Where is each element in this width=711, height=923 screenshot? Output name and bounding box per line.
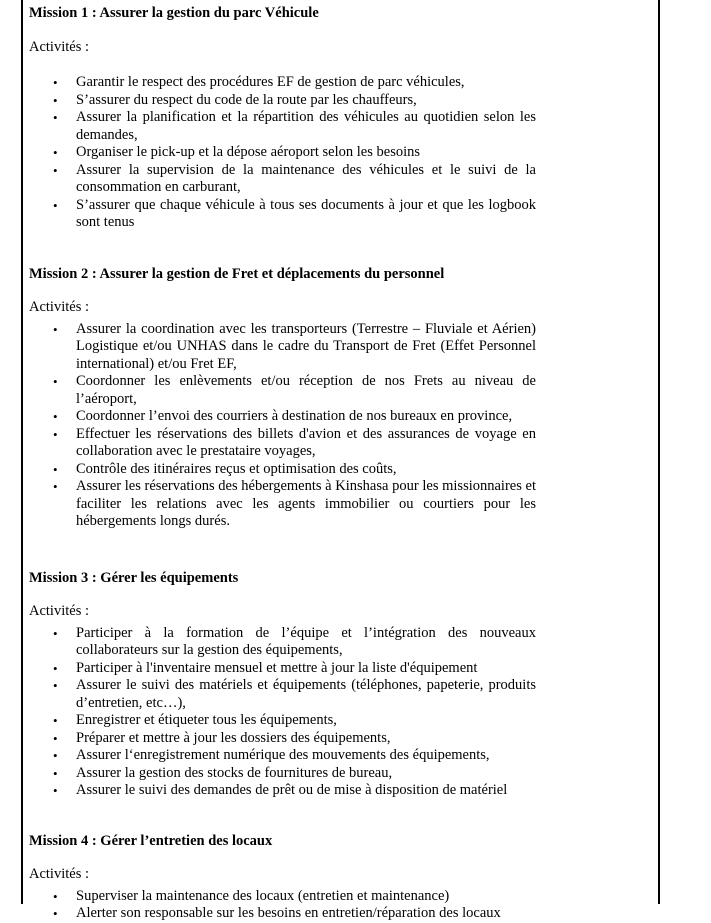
activities-list	[29, 74, 658, 232]
mission-2-section	[29, 266, 658, 531]
activities-list	[29, 888, 658, 923]
bullet-icon: •	[53, 409, 58, 424]
activities-label: Activités :	[29, 603, 90, 619]
list-item	[29, 461, 536, 479]
bullet-icon: •	[53, 197, 58, 213]
item-text: Assurer le suivi des demandes de prêt ou de mise à disposition de matériel	[76, 782, 508, 798]
bullet-icon: •	[53, 888, 58, 904]
activities-list	[29, 625, 658, 800]
mission-1-section	[29, 5, 658, 232]
item-text: Alerter son responsable sur les besoins en entretien/réparation des locaux	[76, 905, 501, 921]
item-text: Assurer la supervision de la maintenance des véhicules et le suivi de la consommation en carburant,	[76, 161, 536, 195]
activities-label: Activités :	[29, 299, 90, 315]
mission-title: Mission 1 : Assurer la gestion du parc Véhicule	[29, 5, 319, 21]
mission-title: Mission 3 : Gérer les équipements	[29, 569, 239, 586]
item-text: Assurer la planification et la répartition des véhicules au quotidien selon les demandes,	[76, 109, 536, 143]
list-item	[29, 677, 536, 712]
item-text: Participer à la formation de l’équipe et l’intégration des nouveaux collaborateurs sur la gestion des équipements,	[76, 624, 536, 658]
mission-title: Mission 4 : Gérer l’entretien des locaux	[29, 832, 273, 849]
item-text: Participer à l'inventaire mensuel et mettre à jour la liste d'équipement	[76, 659, 478, 676]
mission-title: Mission 2 : Assurer la gestion de Fret et déplacements du personnel	[29, 265, 445, 282]
bullet-icon: •	[53, 374, 58, 389]
bullet-icon: •	[53, 748, 58, 763]
bullet-icon: •	[53, 162, 58, 178]
list-item	[29, 162, 536, 197]
bullet-icon: •	[53, 321, 58, 337]
item-text: Préparer et mettre à jour les dossiers des équipements,	[76, 729, 391, 746]
list-item	[29, 730, 536, 748]
list-item	[29, 426, 536, 461]
list-item	[29, 408, 536, 426]
item-text: S’assurer que chaque véhicule à tous ses documents à jour et que les logbook sont tenus	[76, 196, 536, 230]
list-item	[29, 765, 536, 783]
activities-label: Activités :	[29, 866, 90, 882]
bullet-icon: •	[53, 110, 58, 125]
item-text: Assurer le suivi des matériels et équipements (téléphones, papeterie, produits d’entretien, etc…),	[76, 677, 536, 711]
item-text: Garantir le respect des procédures EF de gestion de parc véhicules,	[76, 74, 465, 90]
bullet-icon: •	[53, 713, 58, 728]
list-item	[29, 625, 536, 660]
item-text: Coordonner l’envoi des courriers à destination de nos bureaux en province,	[76, 408, 513, 424]
bullet-icon: •	[53, 906, 58, 921]
item-text: Enregistrer et étiqueter tous les équipements,	[76, 712, 337, 728]
list-item	[29, 782, 536, 800]
item-text: Superviser la maintenance des locaux (entretien et maintenance)	[76, 887, 450, 904]
list-item	[29, 712, 536, 730]
list-item	[29, 888, 536, 906]
list-item	[29, 74, 536, 92]
item-text: Organiser le pick-up et la dépose aéroport selon les besoins	[76, 144, 421, 160]
list-item	[29, 144, 536, 162]
bullet-icon: •	[53, 625, 58, 641]
list-item	[29, 478, 536, 531]
list-item	[29, 373, 536, 408]
activities-label: Activités :	[29, 38, 90, 55]
item-text: Assurer l‘enregistrement numérique des mouvements des équipements,	[76, 747, 490, 763]
mission-3-section	[29, 570, 658, 800]
document-page	[21, 0, 660, 921]
bullet-icon: •	[53, 678, 58, 693]
item-text: Assurer la coordination avec les transporteurs (Terrestre – Fluviale et Aérien) Logistique et/ou UNHAS dans le cadre du Transport de Fret (Effet Personnel international) et/ou Fret EF,	[76, 320, 536, 372]
bullet-icon: •	[53, 75, 58, 90]
list-item	[29, 905, 536, 923]
bullet-icon: •	[53, 730, 58, 746]
item-text: Contrôle des itinéraires reçus et optimisation des coûts,	[76, 460, 397, 477]
item-text: Coordonner les enlèvements et/ou réception de nos Frets au niveau de l’aéroport,	[76, 373, 536, 407]
activities-list	[29, 321, 658, 531]
bullet-icon: •	[53, 461, 58, 477]
item-text: Effectuer les réservations des billets d'avion et des assurances de voyage en collaboration avec le prestataire voyages,	[76, 425, 536, 459]
bullet-icon: •	[53, 145, 58, 160]
mission-4-section	[29, 833, 658, 923]
bullet-icon: •	[53, 660, 58, 676]
item-text: Assurer la gestion des stocks de fournitures de bureau,	[76, 764, 393, 781]
bullet-icon: •	[53, 426, 58, 442]
bullet-icon: •	[53, 92, 58, 108]
list-item	[29, 197, 536, 232]
bullet-icon: •	[53, 783, 58, 798]
bullet-icon: •	[53, 479, 58, 494]
list-item	[29, 92, 536, 110]
item-text: Assurer les réservations des hébergements à Kinshasa pour les missionnaires et faciliter les relations avec les agents immobilier ou courtiers pour les hébergements longs durés.	[76, 478, 536, 529]
list-item	[29, 321, 536, 374]
list-item	[29, 660, 536, 678]
list-item	[29, 109, 536, 144]
list-item	[29, 747, 536, 765]
item-text: S’assurer du respect du code de la route par les chauffeurs,	[76, 91, 417, 108]
bullet-icon: •	[53, 765, 58, 781]
